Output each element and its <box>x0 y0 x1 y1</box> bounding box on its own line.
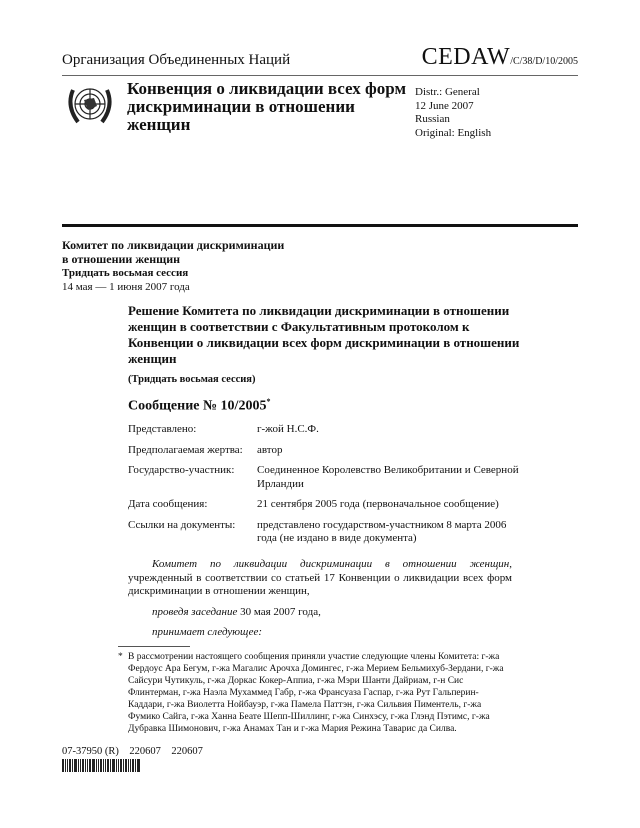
detail-value: автор <box>257 443 283 456</box>
barcode-bar <box>96 759 97 772</box>
para2-text: 30 мая 2007 года, <box>237 605 321 618</box>
barcode-bar <box>120 759 122 772</box>
barcode-bar <box>69 759 71 772</box>
symbol-main: CEDAW <box>421 44 511 70</box>
barcode-bar <box>85 759 86 772</box>
barcode-bar <box>128 759 129 772</box>
detail-label: Дата сообщения: <box>128 498 208 510</box>
barcode-bar <box>105 759 106 772</box>
detail-row <box>128 519 527 553</box>
barcode-bar <box>112 759 115 772</box>
barcode-bar <box>135 759 136 772</box>
detail-value: представлено государством-участником 8 марта 2006 года (не издано в виде документа) <box>257 518 507 544</box>
barcode-bar <box>130 759 131 772</box>
detail-label: Ссылки на документы: <box>128 518 236 531</box>
footnote-divider <box>118 646 190 647</box>
committee-block <box>62 238 284 294</box>
footnote-ref[interactable]: * <box>266 397 271 406</box>
barcode-bar <box>65 759 66 772</box>
decision-title: Решение Комитета по ликвидации дискриминации в отношении женщин в соответствии с Факультативным протоколом к Конвенции о ликвидации всех форм дискриминации в отношении женщин <box>128 303 520 366</box>
detail-value: 21 сентября 2005 года (первоначальное сообщение) <box>257 498 499 510</box>
barcode-bar <box>82 759 84 772</box>
committee-name-2: в отношении женщин <box>62 252 181 266</box>
barcode-bar <box>123 759 124 772</box>
symbol-suffix: /C/38/D/10/2005 <box>510 56 578 67</box>
job-number: 07-37950 (R) 220607 220607 <box>62 746 203 757</box>
para2-italic: проведя заседание <box>152 605 238 618</box>
barcode-bar <box>72 759 73 772</box>
footnote-mark: * <box>118 652 123 662</box>
barcode-bar <box>110 759 111 772</box>
detail-row <box>128 498 527 519</box>
barcode <box>62 759 170 772</box>
convention-title: Конвенция о ликвидации всех форм дискриминации в отношении женщин <box>127 79 407 134</box>
barcode-bar <box>62 759 64 772</box>
preamble-para-2 <box>128 606 512 620</box>
distribution-block <box>415 86 491 140</box>
barcode-bar <box>116 759 117 772</box>
detail-value: Соединенное Королевство Великобритании и Северной Ирландии <box>257 464 519 490</box>
barcode-bar <box>125 759 127 772</box>
detail-label: Представлено: <box>128 423 197 435</box>
para3-italic: принимает следующее: <box>152 626 263 638</box>
barcode-bar <box>67 759 68 772</box>
communication-text: Сообщение № 10/2005 <box>128 398 267 414</box>
footnote <box>118 651 513 735</box>
barcode-bar <box>78 759 79 772</box>
barcode-bar <box>80 759 81 772</box>
barcode-bar <box>92 759 95 772</box>
barcode-bar <box>137 759 140 772</box>
header-divider <box>62 75 578 76</box>
detail-row <box>128 464 527 498</box>
document-symbol <box>422 44 578 71</box>
para1-text: , учрежденный в соответствии со статьей 17 Конвенции о ликвидации всех форм дискриминации в отношении женщин, <box>128 558 512 597</box>
detail-row <box>128 444 527 465</box>
decision-session: (Тридцать восьмая сессия) <box>128 374 256 385</box>
detail-value: г-жой Н.С.Ф. <box>257 423 319 435</box>
decision-body <box>128 558 512 647</box>
barcode-bar <box>98 759 99 772</box>
committee-dates: 14 мая — 1 июня 2007 года <box>62 281 190 293</box>
detail-label: Предполагаемая жертва: <box>128 443 243 456</box>
barcode-bar <box>132 759 134 772</box>
issue-date: 12 June 2007 <box>415 99 474 112</box>
barcode-bar <box>87 759 88 772</box>
distribution: Distr.: General <box>415 86 480 98</box>
detail-row <box>128 423 527 444</box>
para1-italic: Комитет по ликвидации дискриминации в отношении женщин <box>152 558 510 570</box>
communication-number <box>128 397 270 415</box>
preamble-para-3 <box>128 626 512 640</box>
committee-session: Тридцать восьмая сессия <box>62 267 189 279</box>
detail-label: Государство-участник: <box>128 464 235 476</box>
barcode-bar <box>89 759 91 772</box>
original-language: Original: English <box>415 126 492 139</box>
barcode-bar <box>100 759 102 772</box>
barcode-bar <box>103 759 104 772</box>
committee-name-1: Комитет по ликвидации дискриминации <box>62 238 285 252</box>
organization-name: Организация Объединенных Наций <box>62 52 291 68</box>
communication-details <box>128 423 527 553</box>
header-thick-rule <box>62 224 578 227</box>
barcode-bar <box>107 759 109 772</box>
barcode-bar <box>74 759 77 772</box>
language: Russian <box>415 113 450 125</box>
preamble-para-1 <box>128 558 512 599</box>
footnote-text: В рассмотрении настоящего сообщения приняли участие следующие члены Комитета: г-жа Фердоус Ара Бегум, г-жа Магалис Арочха Домингес, г-жа Мерием Бельмихуб-Зердани, г-жа Сайсури Чутикуль, г-жа Доркас Кокер-Аппиа, г-жа Мэри Шанти Дайриам, г-н Сис Флинтерман, г-жа Наэла Мухаммед Габр, г-жа Франсуаза Гаспар, г-жа Рут Гальперин-Каддари, г-жа Виолетта Нойбауэр, г-жа Памела Паттэн, г-жа Сильвия Пиментель, г-жа Фумико Сайга, г-жа Ханна Беате Шепп-Шиллинг, г-жа Синхэсу, г-жа Глэнд Пэтимс, г-жа Дубравка Шимонович, г-жа Анамах Тан и г-жа Мария Режина Таварис да Силва. <box>128 652 504 734</box>
barcode-bar <box>118 759 119 772</box>
un-emblem-icon <box>64 80 116 130</box>
